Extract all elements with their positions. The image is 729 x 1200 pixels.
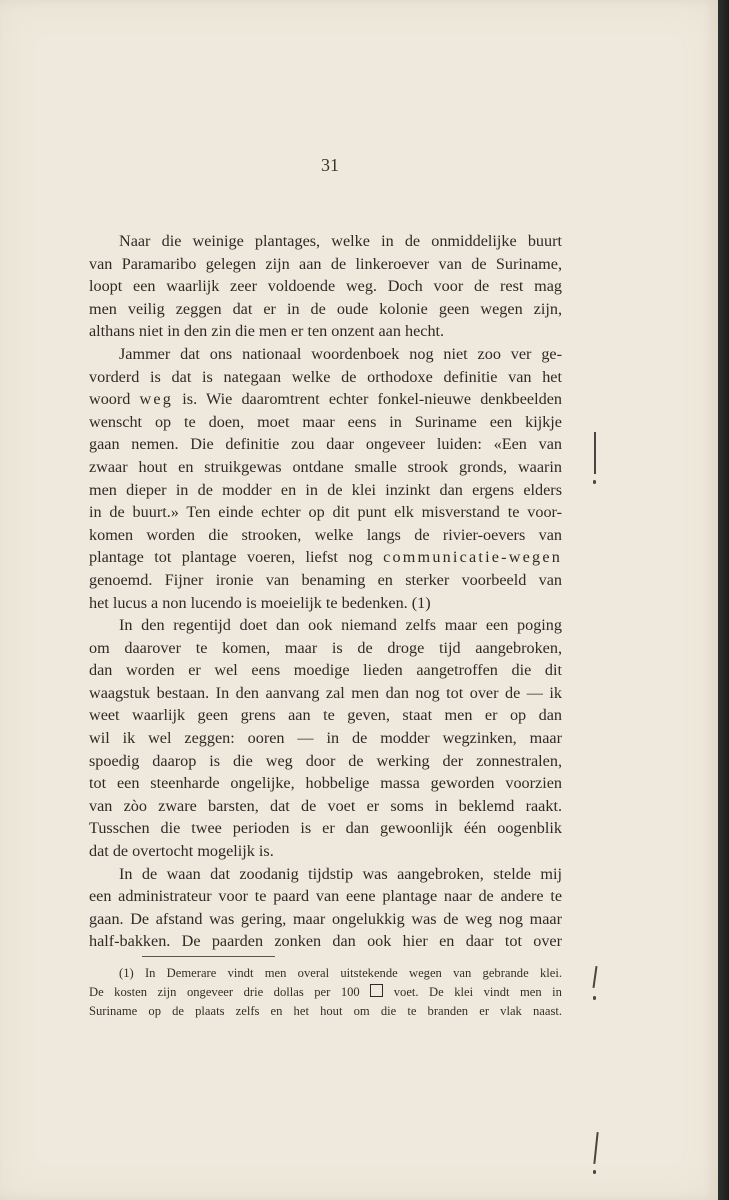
text-line: althans niet in den zin die men er ten onzent aan hecht.: [89, 322, 445, 341]
text-line: dan worden er wel eens moedige lieden aangetroffen die dit: [89, 661, 562, 680]
text-line: men dieper in de modder en in de klei inzinkt dan ergens elders: [89, 480, 562, 499]
footnote-line: Suriname op de plaats zelfs en het hout om die te branden er vlak naast.: [89, 1004, 562, 1018]
margin-pencil-mark: [594, 432, 596, 474]
margin-pencil-mark: [593, 1132, 598, 1164]
text-run: woord: [89, 390, 140, 409]
text-line: het lucus a non lucendo is moeielijk te bedenken. (1): [89, 593, 431, 612]
text-line: gaan. De afstand was gering, maar ongelukkig was de weg nog maar: [89, 909, 562, 928]
text-line: weet waarlijk geen grens aan te geven, staat men er op dan: [89, 706, 562, 725]
text-run: is. Wie daaromtrent echter fonkel-nieuwe denkbeelden: [173, 390, 562, 409]
page-number: 31: [321, 155, 339, 175]
emphasized-word: communicatie-wegen: [383, 548, 562, 567]
margin-pencil-mark: [593, 480, 596, 484]
text-line: wenscht op te doen, moet maar eens in Suriname een kijkje: [89, 412, 562, 431]
text-line: een administrateur voor te paard van eene plantage naar de andere te: [89, 887, 562, 906]
body-text: [89, 230, 562, 953]
text-line: waagstuk bestaan. In den aanvang zal men dan nog tot over de — ik: [89, 683, 562, 702]
text-line: zwaar hout en struikgewas ontdane smalle strook gronds, waarin: [89, 457, 562, 476]
footnote: [89, 964, 562, 1021]
text-line: Jammer dat ons nationaal woordenboek nog niet zoo ver ge-: [119, 344, 562, 363]
text-line: Naar die weinige plantages, welke in de onmiddelijke buurt: [119, 232, 562, 250]
text-line: vorderd is dat is nategaan welke de orthodoxe definitie van het: [89, 367, 562, 386]
emphasized-word: weg: [139, 390, 174, 409]
text-line: genoemd. Fijner ironie van benaming en sterker voorbeeld van: [89, 570, 562, 589]
text-run: plantage tot plantage voeren, liefst nog: [89, 548, 384, 567]
text-line: loopt een waarlijk zeer voldoende weg. Doch voor de rest mag: [89, 277, 562, 296]
text-line: [89, 388, 562, 411]
text-run: De kosten zijn ongeveer drie dollas per 100: [89, 985, 360, 999]
text-line: half-bakken. De paarden zonken dan ook hier en daar tot over: [89, 932, 562, 951]
text-run: voet. De klei vindt men in: [393, 985, 562, 999]
book-spine-edge: [718, 0, 729, 1200]
margin-pencil-mark: [593, 1170, 596, 1174]
text-line: om daarover te komen, maar is de droge tijd aangebroken,: [89, 638, 562, 657]
text-line: [89, 546, 562, 569]
text-line: van Paramaribo gelegen zijn aan de linkeroever van de Suriname,: [89, 254, 562, 273]
text-line: komen worden die strooken, welke langs de rivier-oevers van: [89, 525, 562, 544]
footnote-line: (1) In Demerare vindt men overal uitstekende wegen van gebrande klei.: [119, 966, 562, 980]
text-line: men veilig zeggen dat er in de oude kolonie geen wegen zijn,: [89, 299, 562, 318]
footnote-divider: [142, 956, 275, 957]
text-line: spoedig daarop is die weg door de werking der zonnestralen,: [89, 751, 562, 770]
text-line: van zòo zware barsten, dat de voet er soms in beklemd raakt.: [89, 796, 562, 815]
text-line: tot een steenharde ongelijke, hobbelige massa geworden voorzien: [89, 774, 562, 793]
text-line: Tusschen die twee perioden is er dan gewoonlijk één oogenblik: [89, 819, 562, 838]
margin-pencil-mark: [592, 966, 597, 988]
footnote-line: [89, 983, 562, 1002]
text-line: dat de overtocht mogelijk is.: [89, 842, 274, 861]
text-line: In de waan dat zoodanig tijdstip was aangebroken, stelde mij: [119, 864, 562, 883]
text-line: In den regentijd doet dan ook niemand zelfs maar een poging: [119, 616, 562, 635]
square-symbol-icon: [370, 984, 383, 997]
text-line: in de buurt.» Ten einde echter op dit punt elk misverstand te voor-: [89, 503, 562, 522]
text-line: gaan nemen. Die definitie zou daar ongeveer luiden: «Een van: [89, 435, 562, 454]
margin-pencil-mark: [593, 996, 596, 1000]
text-line: wil ik wel zeggen: ooren — in de modder wegzinken, maar: [89, 729, 562, 748]
